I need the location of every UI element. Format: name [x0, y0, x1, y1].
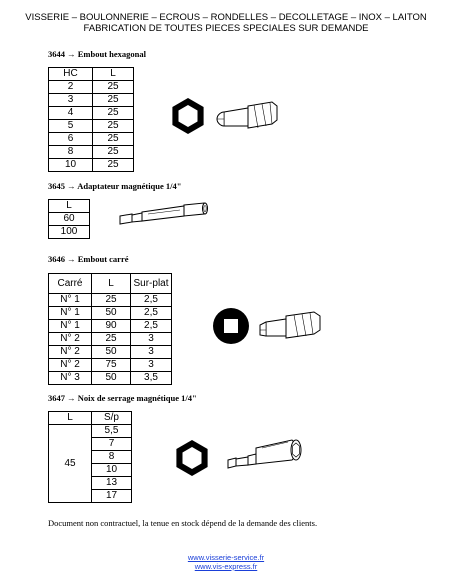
cell-l: 50: [92, 346, 131, 359]
cell-sur-plat: 3: [131, 346, 172, 359]
header-cell-hc: HC: [49, 68, 93, 81]
cell-sur-plat: 3: [131, 333, 172, 346]
cell-hc: 5: [49, 120, 93, 133]
cell-sur-plat: 2,5: [131, 294, 172, 307]
table-header-row: [49, 68, 134, 81]
header-cell-carre: Carré: [49, 274, 92, 294]
cell-carre: N° 1: [49, 294, 92, 307]
table-row: [49, 307, 172, 320]
section-3647-title: 3647 → Noix de serrage magnétique 1/4": [48, 393, 197, 403]
cell-l-merged: 45: [49, 425, 92, 503]
cell-sp: 5,5: [92, 425, 132, 438]
cell-carre: N° 1: [49, 307, 92, 320]
square-section-icon: [212, 307, 250, 345]
cell-l: 25: [93, 81, 134, 94]
cell-sur-plat: 2,5: [131, 307, 172, 320]
table-row: [49, 346, 172, 359]
cell-hc: 8: [49, 146, 93, 159]
cell-hc: 4: [49, 107, 93, 120]
cell-carre: N° 1: [49, 320, 92, 333]
table-row: [49, 146, 134, 159]
magnetic-adapter-drawing: [118, 202, 218, 228]
table-row: [49, 159, 134, 172]
cell-hc: 3: [49, 94, 93, 107]
cell-carre: N° 2: [49, 333, 92, 346]
cell-l: 100: [49, 226, 90, 239]
hex-bit-drawing: [214, 100, 280, 136]
header-cell-l: L: [92, 274, 131, 294]
cell-carre: N° 2: [49, 346, 92, 359]
table-row: [49, 359, 172, 372]
hexagon-section-icon: [172, 438, 212, 478]
square-bit-drawing: [258, 310, 324, 344]
cell-l: 25: [92, 294, 131, 307]
cell-l: 90: [92, 320, 131, 333]
cell-l: 60: [49, 213, 90, 226]
header-cell-l: L: [93, 68, 134, 81]
website-link-2[interactable]: www.vis-express.fr: [194, 562, 258, 571]
table-row: [49, 294, 172, 307]
cell-l: 50: [92, 307, 131, 320]
table-row: [49, 320, 172, 333]
table-3644: [48, 67, 134, 172]
table-row: [49, 333, 172, 346]
nut-setter-drawing: [226, 436, 310, 472]
table-row: [49, 107, 134, 120]
table-header-row: [49, 412, 132, 425]
cell-hc: 2: [49, 81, 93, 94]
website-link-1[interactable]: www.visserie-service.fr: [187, 553, 265, 562]
cell-l: 25: [93, 159, 134, 172]
cell-hc: 10: [49, 159, 93, 172]
section-3644-title: 3644 → Embout hexagonal: [48, 49, 146, 59]
cell-sur-plat: 2,5: [131, 320, 172, 333]
table-row: [49, 226, 90, 239]
table-row: [49, 133, 134, 146]
header-cell-l: L: [49, 412, 92, 425]
section-3645-title: 3645 → Adaptateur magnétique 1/4": [48, 181, 182, 191]
cell-carre: N° 3: [49, 372, 92, 385]
disclaimer-note: Document non contractuel, la tenue en stock dépend de la demande des clients.: [48, 518, 318, 528]
table-row: [49, 94, 134, 107]
cell-carre: N° 2: [49, 359, 92, 372]
cell-sp: 7: [92, 438, 132, 451]
table-3647: [48, 411, 132, 503]
cell-l: 50: [92, 372, 131, 385]
cell-sp: 8: [92, 451, 132, 464]
cell-l: 25: [93, 133, 134, 146]
cell-sp: 17: [92, 490, 132, 503]
table-row: [49, 213, 90, 226]
cell-l: 25: [93, 146, 134, 159]
header-cell-sur-plat: Sur-plat: [131, 274, 172, 294]
table-row: [49, 425, 132, 438]
table-row: [49, 81, 134, 94]
table-3646: [48, 273, 172, 385]
cell-l: 25: [93, 120, 134, 133]
cell-sur-plat: 3: [131, 359, 172, 372]
cell-l: 25: [93, 107, 134, 120]
header-cell-sp: S/p: [92, 412, 132, 425]
cell-sur-plat: 3,5: [131, 372, 172, 385]
table-header-row: [49, 274, 172, 294]
section-3646-title: 3646 → Embout carré: [48, 254, 129, 264]
table-row: [49, 120, 134, 133]
cell-sp: 13: [92, 477, 132, 490]
table-header-row: [49, 200, 90, 213]
cell-sp: 10: [92, 464, 132, 477]
cell-l: 25: [92, 333, 131, 346]
table-3645: [48, 199, 90, 239]
header-line-2: FABRICATION DE TOUTES PIECES SPECIALES SUR DEMANDE: [83, 23, 369, 34]
table-row: [49, 372, 172, 385]
header-cell-l: L: [49, 200, 90, 213]
cell-hc: 6: [49, 133, 93, 146]
cell-l: 75: [92, 359, 131, 372]
hexagon-section-icon: [168, 96, 208, 136]
cell-l: 25: [93, 94, 134, 107]
header-line-1: VISSERIE – BOULONNERIE – ECROUS – RONDELLES – DECOLLETAGE – INOX – LAITON: [25, 12, 427, 23]
